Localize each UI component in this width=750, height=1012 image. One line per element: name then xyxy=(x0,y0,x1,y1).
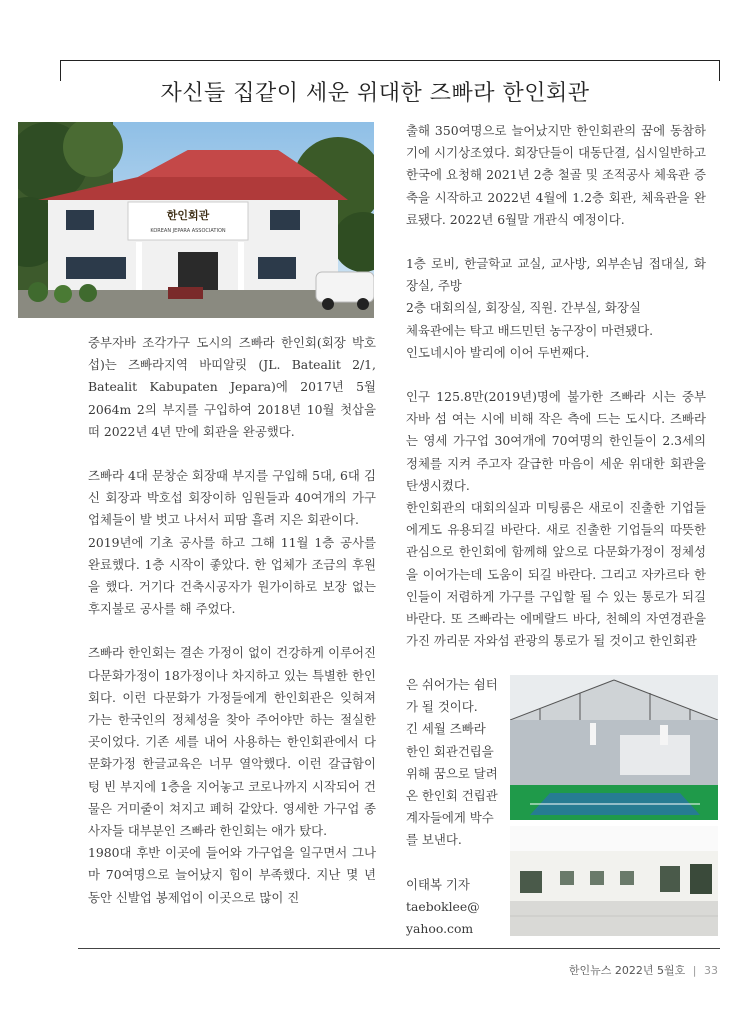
footer-separator: | xyxy=(692,964,697,977)
paragraph: 인구 125.8만(2019년)명에 불가한 즈빠라 시는 중부 자바 섬 여는 시에 비해 작은 측에 드는 도시다. 즈빠라는 영세 가구업 30여개에 70여명의 한인들이 2.3세의 정체를 지켜 주고자 갈급한 마음이 세운 위대한 회관을 탄생시켰다. xyxy=(406,389,706,493)
footer-rule xyxy=(78,948,720,949)
byline-email-domain: yahoo.com xyxy=(406,921,474,937)
paragraph: 체육관에는 탁고 배드민턴 농구장이 마련됐다. xyxy=(406,322,654,338)
left-column xyxy=(88,332,376,909)
page-number: 33 xyxy=(704,964,718,977)
interior-photo xyxy=(510,826,718,936)
paragraph: 중부자바 조각가구 도시의 즈빠라 한인회(회장 박호섭)는 즈빠라지역 바띠알릿 (JL. Batealit 2/1, Batealit Kabupaten Jepara)에 2017년 5월 2064m 2의 부지를 구입하여 2018년 10월 첫삽을 떠 2022년 4년 만에 회관을 완공했다. xyxy=(88,335,376,439)
sign-english-text: KOREAN JEPARA ASSOCIATION xyxy=(150,228,226,234)
paragraph: 한인회관의 대회의실과 미팅룸은 새로이 진출한 기업들에게도 유용되길 바란다. 새로 진출한 기업들의 따뜻한 관심으로 한인회에 함께해 앞으로 다문화가정이 정체성을 이어가는데 도움이 되길 바란다. 그리고 자카르타 한인들이 저렴하게 가구를 구입할 될 수 있는 통로가 되길 바란다. 또 즈빠라는 에메랄드 바다, 천혜의 자연경관을 가진 까리문 자와섬 관광의 통로가 될 것이고 한인회관 xyxy=(406,500,706,649)
paragraph: 인도네시아 발리에 이어 두번째다. xyxy=(406,344,590,360)
paragraph: 2019년에 기초 공사를 하고 그해 11월 1층 공사를 완료했다. 1층 시작이 좋았다. 한 업체가 조금의 후원을 했다. 거기다 건축시공자가 원가이하로 보장 없는 후지불로 공사를 해 주었다. xyxy=(88,534,376,617)
paragraph: 출해 350여명으로 늘어났지만 한인회관의 꿈에 동참하기에 시기상조였다. 회장단들이 대동단결, 십시일반하고 한국에 요청해 2021년 2층 철골 및 조적공사 체육관 증축을 시작하고 2022년 4월에 1.2층 회관, 체육관을 완료됐다. 2022년 6월말 개관식 예정이다. xyxy=(406,123,706,227)
building-photo xyxy=(18,122,374,318)
right-column xyxy=(406,120,706,652)
paragraph: 즈빠라 한인회는 결손 가정이 없이 건강하게 이루어진 다문화가정이 18가정이나 차지하고 있는 특별한 한인회다. 이런 다문화가 가정들에게 한인회관은 잊혀져 가는 한국인의 정체성을 찾아 주어야만 하는 절실한 곳이었다. 기존 세를 내어 사용하는 한인회관에서 다문화가정 한글교육은 너무 열악했다. 이런 갈급함이 텅 빈 부지에 1층을 지어놓고 코로나까지 시작되어 건물은 거미줄이 쳐지고 폐허 같았다. 영세한 가구업 종사자들 대부분인 즈빠라 한인회는 애가 탔다. xyxy=(88,645,376,839)
article-title: 자신들 집같이 세운 위대한 즈빠라 한인회관 xyxy=(160,81,590,106)
gymnasium-photo xyxy=(510,675,718,820)
right-narrow-column xyxy=(406,674,500,940)
paragraph: 2층 대회의실, 회장실, 직원. 간부실, 화장실 xyxy=(406,300,641,316)
byline-email: taeboklee@ xyxy=(406,898,480,914)
paragraph: 즈빠라 4대 문창순 회장때 부지를 구입해 5대, 6대 김신 회장과 박호섭 회장이하 임원들과 40여개의 가구 업체들이 발 벗고 나서서 피땀 흘려 지은 회관이다. xyxy=(88,468,376,528)
paragraph: 긴 세월 즈빠라 한인 회관건립을 위해 꿈으로 달려온 한인회 건립관계자들에게 박수를 보낸다. xyxy=(406,721,498,848)
paragraph: 은 쉬어가는 쉼터가 될 것이다. xyxy=(406,677,498,715)
page-footer xyxy=(569,962,718,978)
publication-name: 한인뉴스 2022년 5월호 xyxy=(568,964,686,977)
byline-author: 이태복 기자 xyxy=(406,876,470,892)
paragraph: 1980대 후반 이곳에 들어와 가구업을 일구면서 그나마 70여명으로 늘어났지 힘이 부족했다. 지난 몇 년 동안 신발업 봉제업이 이곳으로 많이 진 xyxy=(88,845,376,905)
sign-korean-text: 한인회관 xyxy=(166,209,210,222)
paragraph: 1층 로비, 한글학교 교실, 교사방, 외부손님 접대실, 화장실, 주방 xyxy=(406,256,706,294)
